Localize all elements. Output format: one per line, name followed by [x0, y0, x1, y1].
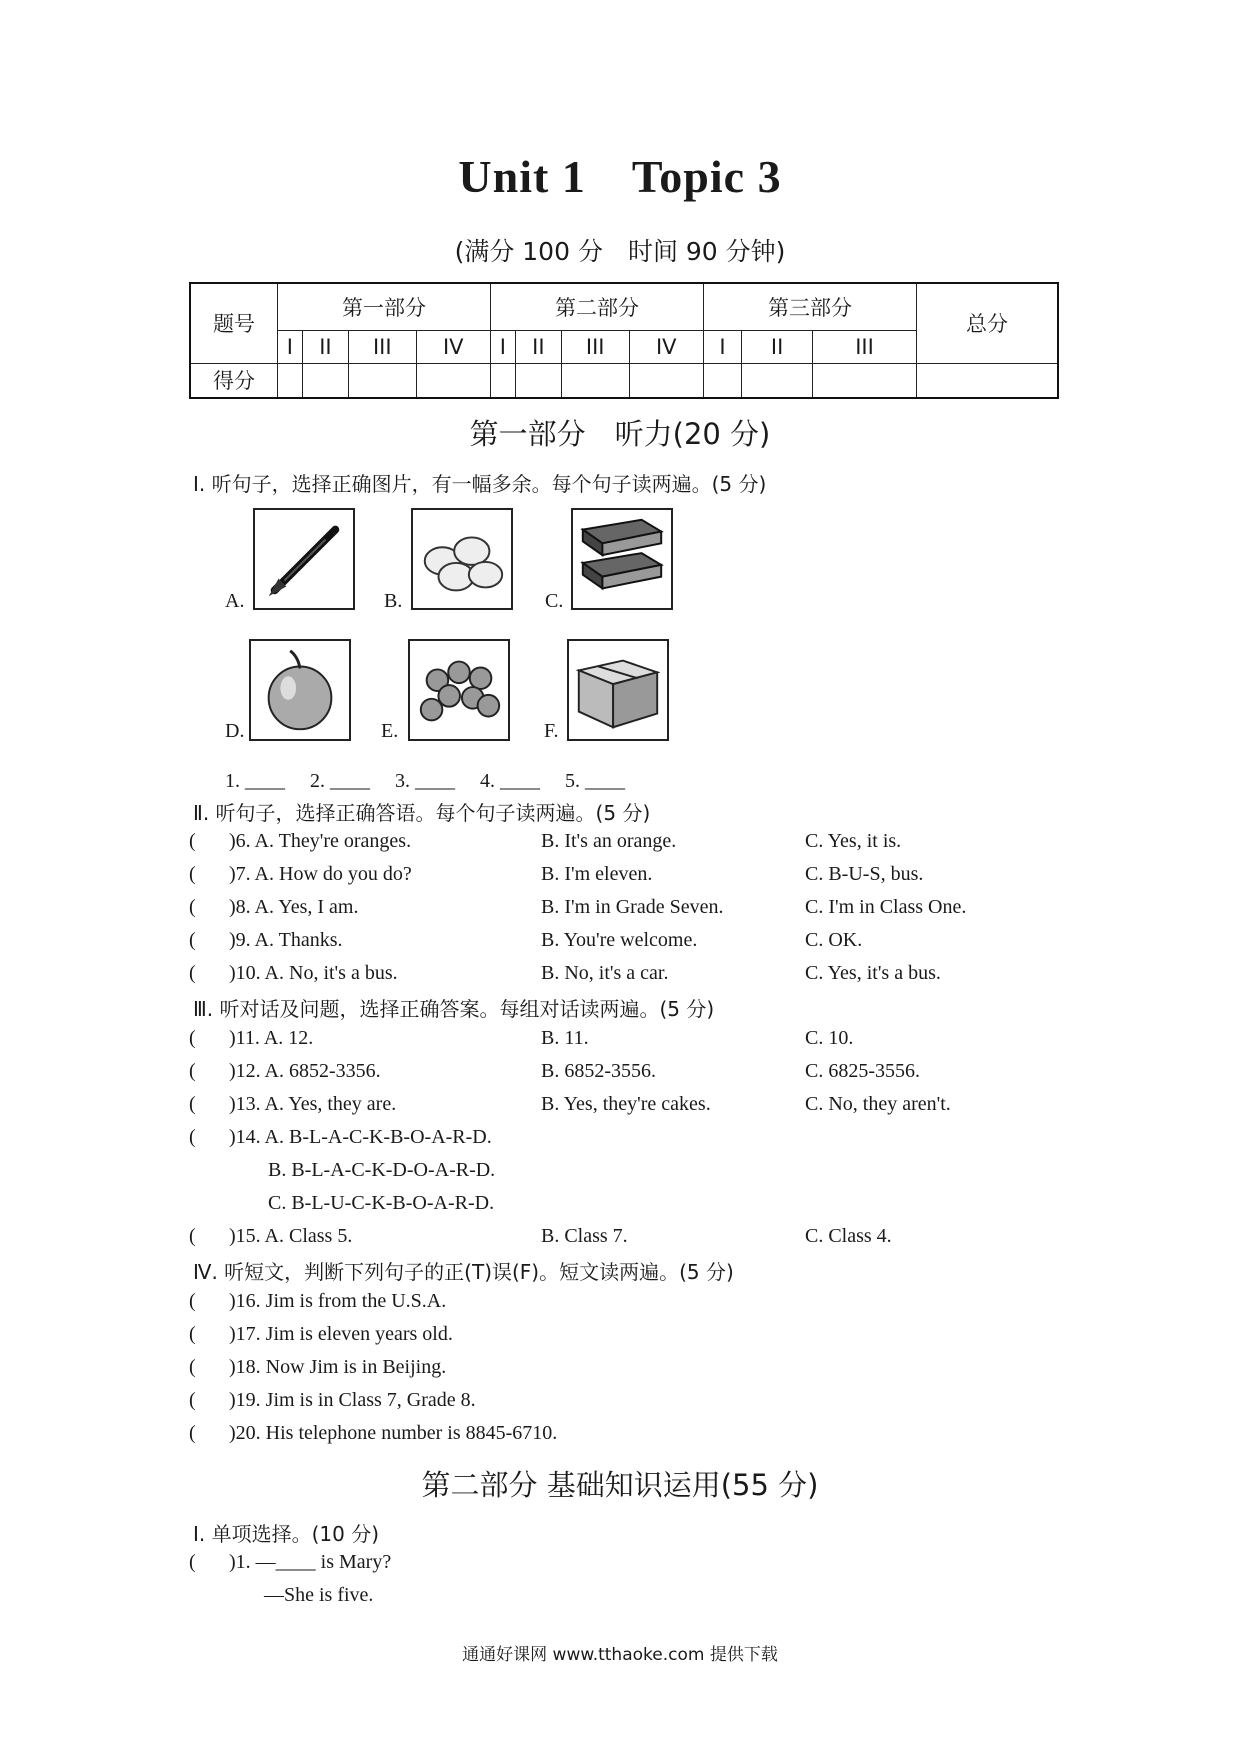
section2-heading: 第二部分 基础知识运用(55 分) — [421, 1468, 819, 1502]
oranges-icon — [408, 639, 510, 741]
score-cell[interactable] — [561, 363, 629, 398]
col-part1-2: II — [302, 330, 348, 363]
q15-option-c: C. Class 4. — [805, 1225, 892, 1247]
answer-paren[interactable]: ( — [189, 1323, 196, 1345]
score-cell[interactable] — [302, 363, 348, 398]
pic-label-d: D. — [225, 720, 245, 742]
q6-option-a: )6. A. They're oranges. — [229, 830, 412, 852]
s1-q1-instruction: Ⅰ. 听句子，选择正确图片，有一幅多余。每个句子读两遍。(5 分) — [193, 472, 767, 496]
q11-option-b: B. 11. — [541, 1027, 589, 1049]
s1-q3-instruction: Ⅲ. 听对话及问题，选择正确答案。每组对话读两遍。(5 分) — [193, 997, 715, 1021]
answer-paren[interactable]: ( — [189, 830, 196, 852]
score-cell[interactable] — [629, 363, 703, 398]
q18-statement: )18. Now Jim is in Beijing. — [229, 1356, 447, 1378]
q12-option-b: B. 6852-3556. — [541, 1060, 656, 1082]
page-title — [0, 150, 1240, 203]
col-part2-2: II — [515, 330, 561, 363]
q8-option-c: C. I'm in Class One. — [805, 896, 967, 918]
score-cell[interactable] — [278, 363, 303, 398]
score-cell[interactable] — [515, 363, 561, 398]
apple-icon — [249, 639, 351, 741]
header-part1: 第一部分 — [278, 283, 491, 330]
q13-option-b: B. Yes, they're cakes. — [541, 1093, 711, 1115]
answer-paren[interactable]: ( — [189, 896, 196, 918]
answer-paren[interactable]: ( — [189, 1356, 196, 1378]
answer-paren[interactable]: ( — [189, 1225, 196, 1247]
pen-icon — [253, 508, 355, 610]
s1-q4-instruction: Ⅳ. 听短文，判断下列句子的正(T)误(F)。短文读两遍。(5 分) — [193, 1260, 734, 1284]
section1-heading: 第一部分 听力(20 分) — [469, 417, 771, 451]
q10-option-c: C. Yes, it's a bus. — [805, 962, 941, 984]
q14-option-c: C. B-L-U-C-K-B-O-A-R-D. — [268, 1192, 495, 1214]
answer-paren[interactable]: ( — [189, 1551, 196, 1573]
col-part3-3: III — [813, 330, 917, 363]
label-score: 得分 — [190, 363, 278, 398]
s2-item1-answer: —She is five. — [264, 1584, 374, 1606]
q8-option-b: B. I'm in Grade Seven. — [541, 896, 724, 918]
q16-statement: )16. Jim is from the U.S.A. — [229, 1290, 447, 1312]
score-cell[interactable] — [348, 363, 416, 398]
q14-option-b: B. B-L-A-C-K-D-O-A-R-D. — [268, 1159, 496, 1181]
pic-label-b: B. — [384, 590, 403, 612]
q9-option-c: C. OK. — [805, 929, 863, 951]
header-part3: 第三部分 — [703, 283, 916, 330]
header-total: 总分 — [917, 283, 1059, 363]
q10-option-a: )10. A. No, it's a bus. — [229, 962, 398, 984]
q6-option-c: C. Yes, it is. — [805, 830, 902, 852]
col-part2-3: III — [561, 330, 629, 363]
answer-paren[interactable]: ( — [189, 1389, 196, 1411]
score-cell-total[interactable] — [917, 363, 1059, 398]
q6-option-b: B. It's an orange. — [541, 830, 677, 852]
q9-option-a: )9. A. Thanks. — [229, 929, 343, 951]
answer-paren[interactable]: ( — [189, 962, 196, 984]
score-cell[interactable] — [813, 363, 917, 398]
col-part2-1: I — [490, 330, 515, 363]
col-part3-1: I — [703, 330, 741, 363]
answer-paren[interactable]: ( — [189, 1290, 196, 1312]
s2-item1-question: )1. —____ is Mary? — [229, 1551, 392, 1573]
s1-q2-instruction: Ⅱ. 听句子，选择正确答语。每个句子读两遍。(5 分) — [193, 801, 651, 825]
col-part3-2: II — [742, 330, 813, 363]
label-question-number: 题号 — [190, 283, 278, 363]
title-topic: Topic 3 — [631, 151, 782, 202]
q13-option-a: )13. A. Yes, they are. — [229, 1093, 397, 1115]
answer-paren[interactable]: ( — [189, 1060, 196, 1082]
pic-label-a: A. — [225, 590, 245, 612]
answer-paren[interactable]: ( — [189, 863, 196, 885]
q12-option-c: C. 6825-3556. — [805, 1060, 920, 1082]
col-part1-3: III — [348, 330, 416, 363]
q15-option-b: B. Class 7. — [541, 1225, 628, 1247]
score-cell[interactable] — [742, 363, 813, 398]
q8-option-a: )8. A. Yes, I am. — [229, 896, 359, 918]
score-cell[interactable] — [703, 363, 741, 398]
answer-paren[interactable]: ( — [189, 1126, 196, 1148]
q13-option-c: C. No, they aren't. — [805, 1093, 951, 1115]
box-icon — [567, 639, 669, 741]
score-table — [189, 282, 1059, 399]
q17-statement: )17. Jim is eleven years old. — [229, 1323, 453, 1345]
answer-paren[interactable]: ( — [189, 1093, 196, 1115]
q19-statement: )19. Jim is in Class 7, Grade 8. — [229, 1389, 476, 1411]
pic-label-f: F. — [544, 720, 559, 742]
page-footer: 通通好课网 www.tthaoke.com 提供下载 — [462, 1645, 778, 1665]
s2-q1-instruction: Ⅰ. 单项选择。(10 分) — [193, 1522, 380, 1546]
header-part2: 第二部分 — [490, 283, 703, 330]
q7-option-b: B. I'm eleven. — [541, 863, 653, 885]
q7-option-a: )7. A. How do you do? — [229, 863, 412, 885]
title-unit: Unit 1 — [458, 151, 586, 202]
s1-q1-answer-blanks: 1. ____ 2. ____ 3. ____ 4. ____ 5. ____ — [225, 770, 625, 792]
score-cell[interactable] — [490, 363, 515, 398]
pic-label-c: C. — [545, 590, 564, 612]
q14-option-a: )14. A. B-L-A-C-K-B-O-A-R-D. — [229, 1126, 492, 1148]
books-icon — [571, 508, 673, 610]
pic-label-e: E. — [381, 720, 399, 742]
col-part1-1: I — [278, 330, 303, 363]
q12-option-a: )12. A. 6852-3356. — [229, 1060, 381, 1082]
answer-paren[interactable]: ( — [189, 1027, 196, 1049]
eggs-icon — [411, 508, 513, 610]
q11-option-a: )11. A. 12. — [229, 1027, 314, 1049]
q15-option-a: )15. A. Class 5. — [229, 1225, 353, 1247]
col-part2-4: IV — [629, 330, 703, 363]
answer-paren[interactable]: ( — [189, 1422, 196, 1444]
score-cell[interactable] — [416, 363, 490, 398]
q11-option-c: C. 10. — [805, 1027, 854, 1049]
q9-option-b: B. You're welcome. — [541, 929, 698, 951]
page-subtitle: (满分 100 分 时间 90 分钟) — [454, 237, 786, 266]
answer-paren[interactable]: ( — [189, 929, 196, 951]
col-part1-4: IV — [416, 330, 490, 363]
q7-option-c: C. B-U-S, bus. — [805, 863, 924, 885]
q20-statement: )20. His telephone number is 8845-6710. — [229, 1422, 558, 1444]
q10-option-b: B. No, it's a car. — [541, 962, 669, 984]
